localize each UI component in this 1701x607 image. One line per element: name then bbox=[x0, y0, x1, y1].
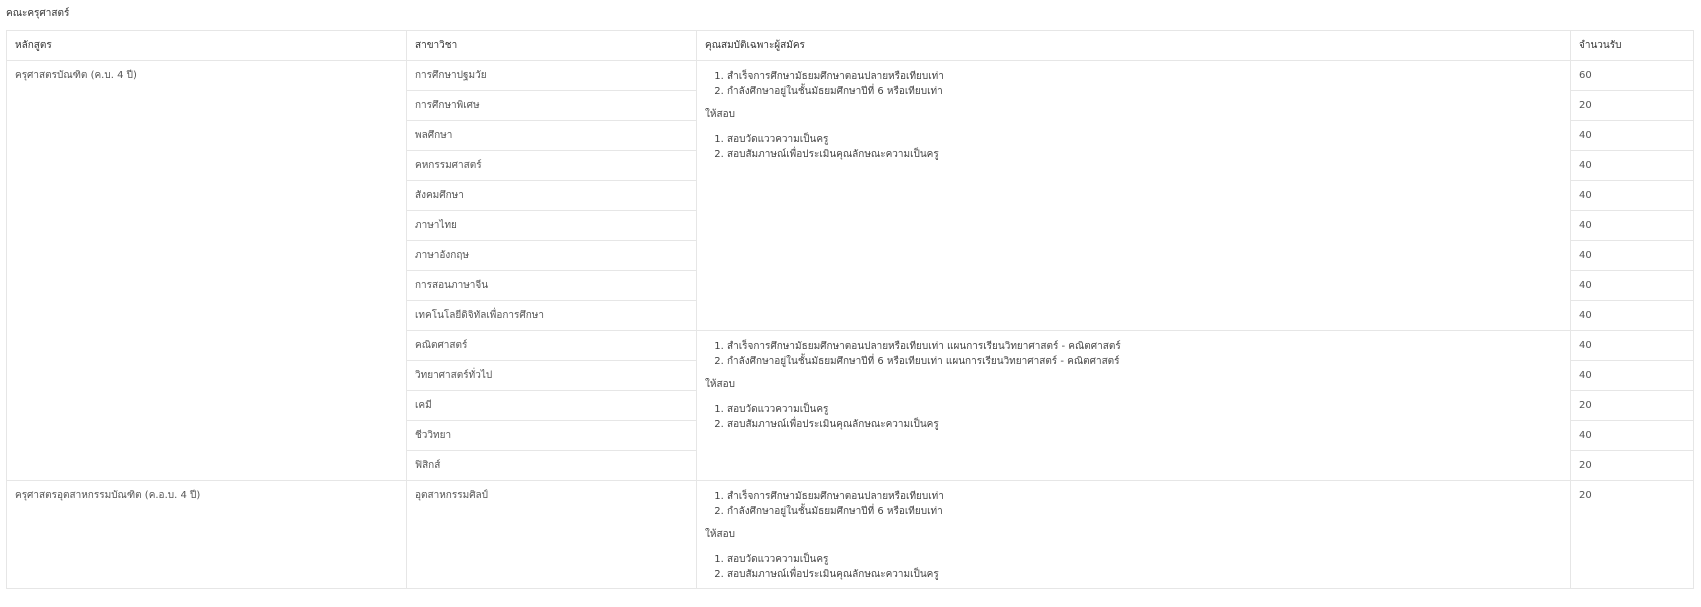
or-label: ให้สอบ bbox=[705, 109, 735, 120]
qualification-item: 1. สำเร็จการศึกษามัธยมศึกษาตอนปลายหรือเทียบเท่า bbox=[727, 69, 1562, 84]
major-name: สังคมศึกษา bbox=[415, 190, 464, 201]
seats-value: 20 bbox=[1579, 400, 1592, 411]
major-name: การศึกษาพิเศษ bbox=[415, 100, 480, 111]
program-name-cell bbox=[7, 61, 407, 481]
qualification-list bbox=[705, 339, 1562, 369]
seats-value: 60 bbox=[1579, 70, 1592, 81]
exam-item: 2. สอบสัมภาษณ์เพื่อประเมินคุณลักษณะความเป็นครู bbox=[727, 567, 1562, 582]
seats-cell bbox=[1571, 331, 1694, 361]
major-cell bbox=[407, 211, 697, 241]
major-cell bbox=[407, 61, 697, 91]
seats-cell bbox=[1571, 361, 1694, 391]
header-program: หลักสูตร bbox=[7, 31, 407, 61]
seats-cell bbox=[1571, 121, 1694, 151]
major-cell bbox=[407, 331, 697, 361]
major-cell bbox=[407, 451, 697, 481]
major-name: คณิตศาสตร์ bbox=[415, 340, 468, 351]
exam-list bbox=[705, 132, 1562, 162]
major-cell bbox=[407, 361, 697, 391]
seats-value: 20 bbox=[1579, 460, 1592, 471]
seats-value: 20 bbox=[1579, 100, 1592, 111]
seats-cell bbox=[1571, 421, 1694, 451]
major-cell bbox=[407, 421, 697, 451]
exam-item: 1. สอบวัดแววความเป็นครู bbox=[727, 132, 1562, 147]
major-cell bbox=[407, 391, 697, 421]
or-label: ให้สอบ bbox=[705, 379, 735, 390]
exam-item: 2. สอบสัมภาษณ์เพื่อประเมินคุณลักษณะความเป็นครู bbox=[727, 417, 1562, 432]
qualification-item: 1. สำเร็จการศึกษามัธยมศึกษาตอนปลายหรือเทียบเท่า แผนการเรียนวิทยาศาสตร์ - คณิตศาสตร์ bbox=[727, 339, 1562, 354]
major-name: เทคโนโลยีดิจิทัลเพื่อการศึกษา bbox=[415, 310, 545, 321]
major-cell bbox=[407, 121, 697, 151]
seats-cell bbox=[1571, 211, 1694, 241]
qualification-list bbox=[705, 69, 1562, 99]
seats-cell bbox=[1571, 61, 1694, 91]
seats-cell bbox=[1571, 271, 1694, 301]
seats-cell bbox=[1571, 301, 1694, 331]
exam-item: 2. สอบสัมภาษณ์เพื่อประเมินคุณลักษณะความเป็นครู bbox=[727, 147, 1562, 162]
seats-value: 40 bbox=[1579, 220, 1592, 231]
major-name: วิทยาศาสตร์ทั่วไป bbox=[415, 370, 493, 381]
table-row bbox=[7, 61, 1694, 91]
program-name: ครุศาสตรอุตสาหกรรมบัณฑิต (ค.อ.บ. 4 ปี) bbox=[15, 490, 201, 501]
major-name: ฟิสิกส์ bbox=[415, 460, 441, 471]
qualifications-cell bbox=[697, 61, 1571, 331]
qualification-item: 2. กำลังศึกษาอยู่ในชั้นมัธยมศึกษาปีที่ 6 หรือเทียบเท่า bbox=[727, 84, 1562, 99]
major-cell bbox=[407, 301, 697, 331]
seats-cell bbox=[1571, 451, 1694, 481]
exam-item: 1. สอบวัดแววความเป็นครู bbox=[727, 552, 1562, 567]
major-cell bbox=[407, 481, 697, 589]
exam-item: 1. สอบวัดแววความเป็นครู bbox=[727, 402, 1562, 417]
header-seats: จำนวนรับ bbox=[1571, 31, 1694, 61]
qualification-item: 1. สำเร็จการศึกษามัธยมศึกษาตอนปลายหรือเทียบเท่า bbox=[727, 489, 1562, 504]
seats-cell bbox=[1571, 151, 1694, 181]
header-major: สาขาวิชา bbox=[407, 31, 697, 61]
qualifications-cell bbox=[697, 481, 1571, 589]
major-name: เคมี bbox=[415, 400, 432, 411]
seats-cell bbox=[1571, 391, 1694, 421]
major-cell bbox=[407, 271, 697, 301]
qualification-item: 2. กำลังศึกษาอยู่ในชั้นมัธยมศึกษาปีที่ 6 หรือเทียบเท่า bbox=[727, 504, 1562, 519]
major-name: อุตสาหกรรมศิลป์ bbox=[415, 490, 489, 501]
program-name-cell bbox=[7, 481, 407, 589]
major-name: ภาษาไทย bbox=[415, 220, 457, 231]
major-name: การสอนภาษาจีน bbox=[415, 280, 489, 291]
or-label: ให้สอบ bbox=[705, 529, 735, 540]
program-name: ครุศาสตรบัณฑิต (ค.บ. 4 ปี) bbox=[15, 70, 137, 81]
seats-value: 40 bbox=[1579, 280, 1592, 291]
seats-value: 40 bbox=[1579, 340, 1592, 351]
table-row bbox=[7, 481, 1694, 589]
seats-value: 40 bbox=[1579, 430, 1592, 441]
major-name: พลศึกษา bbox=[415, 130, 453, 141]
admission-table bbox=[6, 30, 1694, 589]
qualifications-cell bbox=[697, 331, 1571, 481]
major-cell bbox=[407, 151, 697, 181]
exam-list bbox=[705, 402, 1562, 432]
faculty-title: คณะครุศาสตร์ bbox=[6, 8, 70, 19]
major-cell bbox=[407, 241, 697, 271]
seats-value: 20 bbox=[1579, 490, 1592, 501]
major-name: ชีววิทยา bbox=[415, 430, 452, 441]
seats-cell bbox=[1571, 241, 1694, 271]
major-name: การศึกษาปฐมวัย bbox=[415, 70, 487, 81]
seats-value: 40 bbox=[1579, 190, 1592, 201]
qualification-list bbox=[705, 489, 1562, 519]
major-name: ภาษาอังกฤษ bbox=[415, 250, 470, 261]
seats-value: 40 bbox=[1579, 370, 1592, 381]
table-body bbox=[7, 61, 1694, 589]
seats-value: 40 bbox=[1579, 250, 1592, 261]
seats-cell bbox=[1571, 481, 1694, 589]
seats-cell bbox=[1571, 181, 1694, 211]
exam-list bbox=[705, 552, 1562, 582]
major-cell bbox=[407, 181, 697, 211]
major-name: คหกรรมศาสตร์ bbox=[415, 160, 482, 171]
header-qualifications: คุณสมบัติเฉพาะผู้สมัคร bbox=[697, 31, 1571, 61]
seats-value: 40 bbox=[1579, 160, 1592, 171]
seats-value: 40 bbox=[1579, 310, 1592, 321]
qualification-item: 2. กำลังศึกษาอยู่ในชั้นมัธยมศึกษาปีที่ 6 หรือเทียบเท่า แผนการเรียนวิทยาศาสตร์ - คณิตศาสตร์ bbox=[727, 354, 1562, 369]
seats-value: 40 bbox=[1579, 130, 1592, 141]
major-cell bbox=[407, 91, 697, 121]
seats-cell bbox=[1571, 91, 1694, 121]
table-header-row bbox=[7, 31, 1694, 61]
